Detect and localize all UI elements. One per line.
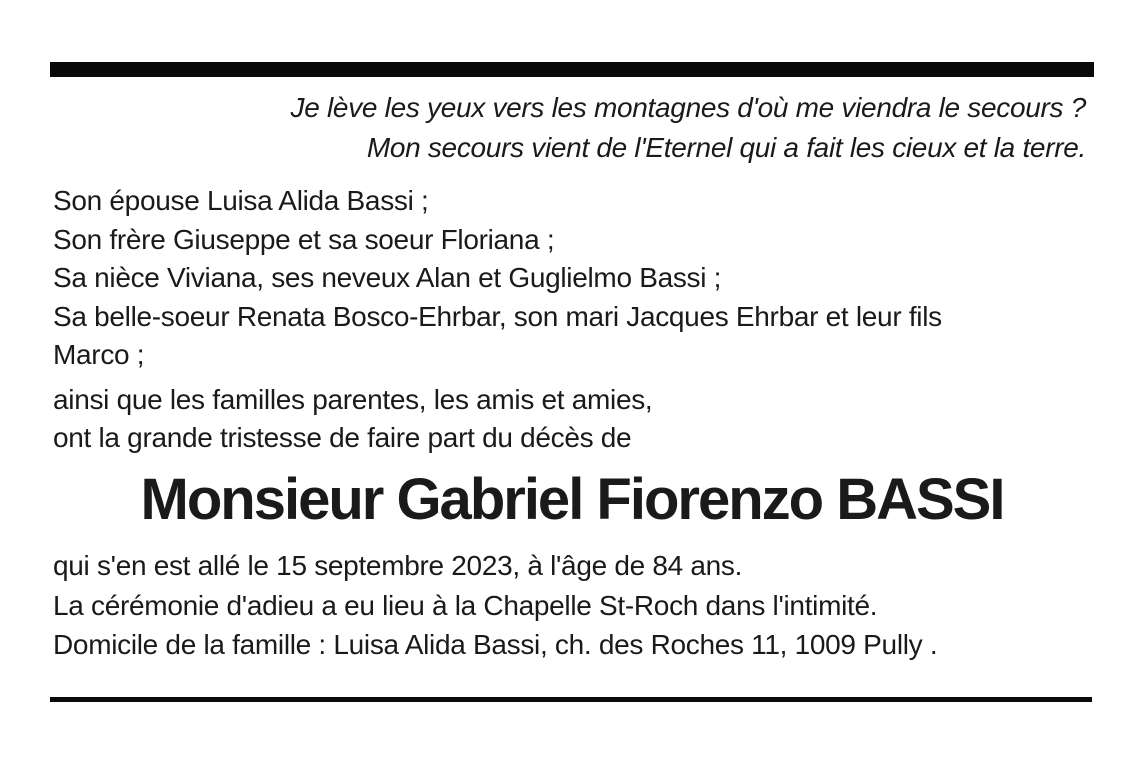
family-line: Son frère Giuseppe et sa soeur Floriana ; xyxy=(53,223,555,255)
top-rule xyxy=(50,62,1094,77)
bottom-rule xyxy=(50,697,1092,702)
epigraph xyxy=(50,88,1086,168)
details-line: Domicile de la famille : Luisa Alida Bassi, ch. des Roches 11, 1009 Pully . xyxy=(53,629,938,660)
deceased-name: Monsieur Gabriel Fiorenzo BASSI xyxy=(140,467,1004,532)
family-line: Sa nièce Viviana, ses neveux Alan et Guglielmo Bassi ; xyxy=(53,262,722,293)
family-line: ainsi que les familles parentes, les amis et amies, xyxy=(53,383,653,415)
details-line: La cérémonie d'adieu a eu lieu à la Chapelle St-Roch dans l'intimité. xyxy=(53,589,878,621)
family-line: Son épouse Luisa Alida Bassi ; xyxy=(53,185,429,216)
epigraph-line: Mon secours vient de l'Eternel qui a fait les cieux et la terre. xyxy=(366,132,1086,163)
family-line: Sa belle-soeur Renata Bosco-Ehrbar, son mari Jacques Ehrbar et leur fils xyxy=(53,300,942,332)
family-line: Marco ; xyxy=(53,339,145,370)
details-list xyxy=(53,546,1104,665)
family-line: ont la grande tristesse de faire part du décès de xyxy=(53,422,632,453)
family-list xyxy=(53,182,1104,458)
epigraph-line: Je lève les yeux vers les montagnes d'où me viendra le secours ? xyxy=(290,92,1086,123)
details-line: qui s'en est allé le 15 septembre 2023, à l'âge de 84 ans. xyxy=(53,550,743,581)
